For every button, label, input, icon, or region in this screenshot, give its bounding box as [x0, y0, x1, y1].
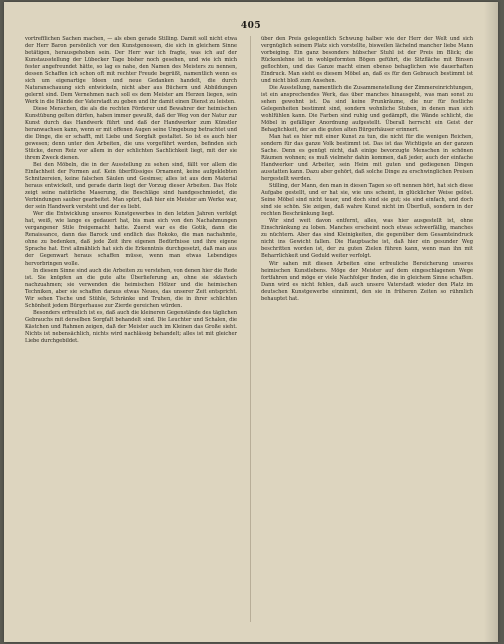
paragraph: Wer die Entwicklung unseres Kunstgewerbes in den letzten Jahren verfolgt hat, weiß, wie lange es gedauert hat, bis man sich von den Nachahmungen vergangener Stile freigemacht hatte. Zuerst war es die Gotik, dann die Renaissance, dann das Barock und endlich das Rokoko, die man nachahmte, ohne zu bedenken, daß jede Zeit ihre eigenen Bedürfnisse und ihre eigene Sprache hat. Erst allmählich hat sich die Erkenntnis durchgesetzt, daß man aus der Gegenwart heraus schaffen müsse, wenn man etwas Lebendiges hervorbringen wolle.	[25, 211, 237, 267]
paragraph: Besonders erfreulich ist es, daß auch die kleineren Gegenstände des täglichen Gebrauchs mit derselben Sorgfalt behandelt sind. Die Leuchter und Schalen, die Kästchen und Rahmen zeigen, daß der Meister auch im Kleinen das Große sieht. Nichts ist nebensächlich, nichts wird nachlässig behandelt; alles ist mit gleicher Liebe durchgebildet.	[25, 309, 237, 344]
text-column-right	[261, 36, 473, 624]
column-divider	[250, 36, 251, 622]
page-number: 405	[240, 21, 262, 31]
paragraph: Die Ausstellung, namentlich die Zusammenstellung der Zimmereinrichtungen, ist ein ansprechendes Werk, das über manches hinausgeht, was man sonst zu sehen gewohnt ist. Da sind keine Prunkräume, die nur für festliche Gelegenheiten bestimmt sind, sondern wohnliche Stuben, in denen man sich wohlfühlen kann. Die Farben sind ruhig und gedämpft, die Wände schlicht, die Möbel in gefälliger Anordnung aufgestellt. Überall herrscht ein Geist der Behaglichkeit, der an die guten alten Bürgerhäuser erinnert.	[261, 85, 473, 134]
paragraph: vortrefflichen Sachen machen, — als eben gerade Stilling. Damit soll nicht etwa der Herr Baron persönlich vor den Kunstgenossen, die sich in gleichem Sinne betätigen, herausgehoben sein. Der Herr war ich fragte, was ich auf der Kunstausstellung der Lübecker Tage bisher noch gesehen, und wie ich mich fester angefreundet hätte, so lag es nahe, den Namen des Meisters zu nennen, dessen Schaffen ich schon oft mit rechter Freude begrüßt, namentlich wenn es sich um eigenartige Ideen und neue Gedanken handelt, die durch Naturanschauung sich entwickeln, nicht aber aus Büchern und Abbildungen gelernt sind. Dem Vernehmen nach soll es dem Meister am Herzen liegen, sein Werk in die Hände der Vaterstadt zu geben und ihr damit einen Dienst zu leisten.	[25, 36, 237, 106]
paragraph: Stilling, der Mann, den man in diesen Tagen so oft nennen hört, hat sich diese Aufgabe gestellt, und er hat sie, wie uns scheint, in glücklicher Weise gelöst. Seine Möbel sind nicht teuer, und doch sind sie gut; sie sind einfach, und doch sind sie schön. Sie zeigen, daß wahre Kunst nicht im Überfluß, sondern in der rechten Beschränkung liegt.	[261, 183, 473, 218]
paragraph: Wir sind weit davon entfernt, alles, was hier ausgestellt ist, ohne Einschränkung zu loben. Manches erscheint noch etwas schwerfällig, manches zu nüchtern. Aber das sind Kleinigkeiten, die gegenüber dem Gesamteindruck nicht ins Gewicht fallen. Die Hauptsache ist, daß hier ein gesunder Weg beschritten worden ist, der zu guten Zielen führen kann, wenn man ihn mit Beharrlichkeit und Geduld weiter verfolgt.	[261, 218, 473, 260]
paragraph: Diese Menschen, die als die rechten Förderer und Bewahrer der heimischen Kunstübung gelten dürfen, haben immer gewußt, daß der Weg von der Natur zur Kunst durch das Handwerk führt und daß der Handwerker zum Künstler heranwachsen kann, wenn er mit offenen Augen seine Umgebung betrachtet und die Dinge, die er schafft, mit Liebe und Sorgfalt gestaltet. So ist es auch hier gewesen; denn unter den Arbeiten, die uns vorgeführt werden, befinden sich Stücke, deren Reiz vor allem in der schlichten Sachlichkeit liegt, mit der sie ihrem Zweck dienen.	[25, 106, 237, 162]
text-column-left	[25, 36, 237, 624]
paragraph: Man hat es hier mit einer Kunst zu tun, die nicht für die wenigen Reichen, sondern für das ganze Volk bestimmt ist. Das ist das Wichtigste an der ganzen Sache. Denn es genügt nicht, daß einige bevorzugte Menschen in schönen Räumen wohnen; es muß vielmehr dahin kommen, daß jeder, auch der einfache Handwerker und Arbeiter, sein Heim mit guten und gediegenen Dingen ausstatten kann. Dazu aber gehört, daß solche Dinge zu erschwinglichen Preisen hergestellt werden.	[261, 134, 473, 183]
page-edge-shadow	[484, 2, 498, 642]
paragraph: über den Preis gelegentlich Schwung halber wie der Herr der Welt und sich vergnüglich seinem Platz sich vorstellte, bisweilen lächelnd mancher liebe Mann vorbeiging. Ein ganz besonders hübscher Stuhl ist der Preis im Blick; die Rückenlehne ist in wohlgeformten Bögen geführt, die Sitzfläche mit Binsen geflochten, und das Ganze macht einen ebenso behaglichen wie dauerhaften Eindruck. Man sieht es diesem Möbel an, daß es für den Gebrauch bestimmt ist und nicht bloß zum Ansehen.	[261, 36, 473, 85]
paragraph: Wir sahen mit diesen Arbeiten eine erfreuliche Bereicherung unseres heimischen Kunstlebens. Möge der Meister auf dem eingeschlagenen Wege fortfahren und möge er viele Nachfolger finden, die in gleichem Sinne schaffen. Dann wird es nicht fehlen, daß auch unsere Vaterstadt wieder den Platz im deutschen Kunstgewerbe einnimmt, den sie in früheren Zeiten so rühmlich behauptet hat.	[261, 260, 473, 302]
newspaper-page	[4, 2, 498, 642]
paragraph: In diesem Sinne sind auch die Arbeiten zu verstehen, von denen hier die Rede ist. Sie knüpfen an die gute alte Überlieferung an, ohne sie sklavisch nachzuahmen; sie verwenden die heimischen Hölzer und die heimischen Techniken, aber sie schaffen daraus etwas Neues, das unserer Zeit entspricht. Wir sehen Tische und Stühle, Schränke und Truhen, die in ihrer schlichten Schönheit jedem Bürgerhause zur Zierde gereichen würden.	[25, 267, 237, 309]
paragraph: Bei den Möbeln, die in der Ausstellung zu sehen sind, fällt vor allem die Einfachheit der Formen auf. Kein überflüssiges Ornament, keine aufgeklebten Schnitzereien, keine falschen Säulen und Gesimse; alles ist aus dem Material heraus entwickelt, und gerade darin liegt der Vorzug dieser Arbeiten. Das Holz zeigt seine natürliche Maserung, die Beschläge sind handgeschmiedet, die Verbindungen sauber gearbeitet. Man spürt, daß hier ein Meister am Werke war, der sein Handwerk versteht und der es liebt.	[25, 162, 237, 211]
